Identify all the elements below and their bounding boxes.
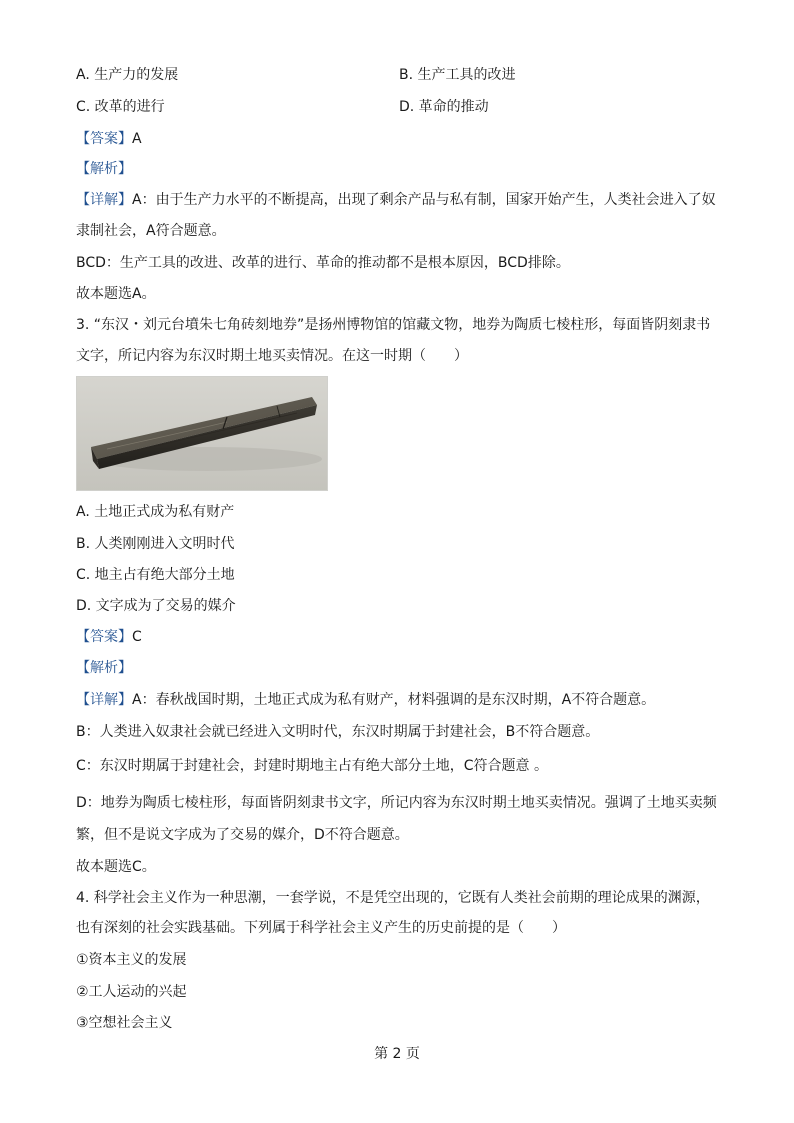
- option-a: A. 生产力的发展: [76, 67, 179, 83]
- question-4-item: ②工人运动的兴起: [76, 984, 187, 1000]
- option-a: A. 土地正式成为私有财产: [76, 504, 235, 520]
- question-3-stem: 3. “东汉・刘元台墳朱七角砖刻地券”是扬州博物馆的馆藏文物，地券为陶质七棱柱形，每面皆阴刻隶书: [76, 317, 711, 333]
- detail-text: 繁，但不是说文字成为了交易的媒介，D不符合题意。: [76, 827, 409, 843]
- detail-text: B：人类进入奴隶社会就已经进入文明时代，东汉时期属于封建社会，B不符合题意。: [76, 724, 600, 740]
- analysis-tag: 【解析】: [76, 161, 132, 177]
- conclusion-text: 故本题选C。: [76, 859, 156, 875]
- answer-tag: 【答案】: [76, 629, 132, 645]
- detail-tag: 【详解】: [76, 692, 132, 708]
- option-b: B. 人类刚刚进入文明时代: [76, 536, 235, 552]
- conclusion-text: 故本题选A。: [76, 286, 156, 302]
- answer-line: [76, 628, 142, 646]
- detail-text: D：地券为陶质七棱柱形，每面皆阴刻隶书文字，所记内容为东汉时期土地买卖情况。强调了土地买卖频: [76, 795, 717, 811]
- option-c: C. 改革的进行: [76, 99, 165, 115]
- answer-value: A: [132, 131, 142, 147]
- page-number: 第 2 页: [374, 1046, 420, 1062]
- question-4-stem: 4. 科学社会主义作为一种思潮，一套学说，不是凭空出现的，它既有人类社会前期的理论成果的渊源，: [76, 890, 710, 906]
- question-4-stem: 也有深刻的社会实践基础。下列属于科学社会主义产生的历史前提的是（ ）: [76, 920, 566, 936]
- option-d: D. 革命的推动: [399, 99, 489, 115]
- detail-text: A：春秋战国时期，土地正式成为私有财产，材料强调的是东汉时期，A不符合题意。: [132, 692, 656, 708]
- detail-line: [76, 691, 655, 709]
- detail-tag: 【详解】: [76, 192, 132, 208]
- detail-text: BCD：生产工具的改进、改革的进行、革命的推动都不是根本原因，BCD排除。: [76, 255, 570, 271]
- option-d: D. 文字成为了交易的媒介: [76, 598, 236, 614]
- detail-text: C：东汉时期属于封建社会，封建时期地主占有绝大部分土地，C符合题意 。: [76, 758, 548, 774]
- detail-text: A：由于生产力水平的不断提高，出现了剩余产品与私有制，国家开始产生，人类社会进入了奴: [132, 192, 716, 208]
- artifact-photo: [76, 376, 328, 491]
- detail-text: 隶制社会，A符合题意。: [76, 223, 226, 239]
- brick-land-deed-image: [77, 377, 328, 491]
- answer-tag: 【答案】: [76, 131, 132, 147]
- answer-line: [76, 130, 142, 148]
- option-b: B. 生产工具的改进: [399, 67, 516, 83]
- question-4-item: ①资本主义的发展: [76, 952, 187, 968]
- question-3-stem: 文字，所记内容为东汉时期土地买卖情况。在这一时期（ ）: [76, 348, 468, 364]
- answer-value: C: [132, 629, 142, 645]
- analysis-tag: 【解析】: [76, 660, 132, 676]
- detail-line: [76, 191, 716, 209]
- option-c: C. 地主占有绝大部分土地: [76, 567, 235, 583]
- question-4-item: ③空想社会主义: [76, 1015, 173, 1031]
